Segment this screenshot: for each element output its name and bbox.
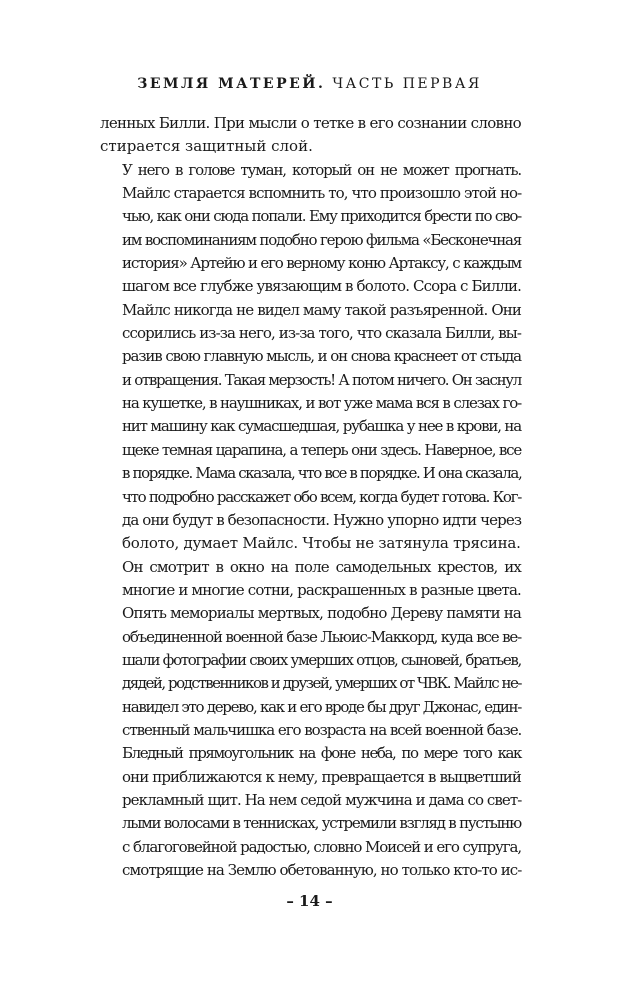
text-line: в порядке. Мама сказала, что все в порядке. И она сказала, xyxy=(122,464,522,483)
running-head-title: ЗЕМЛЯ МАТЕРЕЙ. xyxy=(137,76,326,92)
text-line: лыми волосами в теннисках, устремили взгляд в пустыню xyxy=(122,814,521,833)
text-line: объединенной военной базе Льюис-Маккорд, куда все ве- xyxy=(122,627,522,646)
text-line: да они будут в безопасности. Нужно упорно идти через xyxy=(122,510,522,529)
running-head-part: ЧАСТЬ ПЕРВАЯ xyxy=(332,76,482,92)
text-line: с благоговейной радостью, словно Моисей и его супруга, xyxy=(122,837,521,856)
text-line: на кушетке, в наушниках, и вот уже мама вся в слезах го- xyxy=(122,394,522,413)
text-line: ственный мальчишка его возраста на всей военной базе. xyxy=(122,720,522,739)
text-line: Он смотрит в окно на поле самодельных крестов, их xyxy=(122,557,521,576)
text-line: многие и многие сотни, раскрашенных в разные цвета. xyxy=(122,580,521,599)
text-line: дядей, родственников и друзей, умерших от ЧВК. Майлс не- xyxy=(122,674,521,693)
text-line: стирается защитный слой. xyxy=(100,137,313,156)
text-line: ленных Билли. При мысли о тетке в его сознании словно xyxy=(100,114,521,132)
text-line: навидел это дерево, как и его вроде бы друг Джонас, един- xyxy=(122,697,521,716)
text-line: Опять мемориалы мертвых, подобно Дереву памяти на xyxy=(122,604,521,623)
paragraph xyxy=(100,159,521,556)
paragraph xyxy=(100,112,521,159)
text-line: шали фотографии своих умерших отцов, сыновей, братьев, xyxy=(122,650,521,669)
text-line: они приближаются к нему, превращается в выцветший xyxy=(122,767,521,786)
page-number: – 14 – xyxy=(286,892,333,910)
text-line: Майлс никогда не видел маму такой разъяренной. Они xyxy=(122,300,522,319)
body-text xyxy=(100,112,521,882)
text-line: рекламный щит. На нем седой мужчина и дама со свет- xyxy=(122,790,522,809)
text-line: им воспоминаниям подобно герою фильма «Бесконечная xyxy=(122,230,522,249)
text-line: нит машину как сумасшедшая, рубашка у нее в крови, на xyxy=(122,417,521,436)
text-line: ссорились из-за него, из-за того, что сказала Билли, вы- xyxy=(122,324,521,343)
text-line: история» Артейю и его верному коню Артаксу, с каждым xyxy=(122,254,521,273)
text-line: шагом все глубже увязающим в болото. Ссора с Билли. xyxy=(122,277,521,296)
text-line: смотрящие на Землю обетованную, но только кто-то ис- xyxy=(122,861,522,879)
text-line: и отвращения. Такая мерзость! А потом ничего. Он заснул xyxy=(122,370,521,389)
paragraph xyxy=(100,742,521,882)
paragraph xyxy=(100,556,521,743)
text-line: болото, думает Майлс. Чтобы не затянула трясина. xyxy=(122,534,521,553)
text-line: чью, как они сюда попали. Ему приходится брести по сво- xyxy=(122,207,521,226)
text-line: Майлс старается вспомнить то, что произошло этой но- xyxy=(122,184,522,203)
text-line: щеке темная царапина, а теперь они здесь. Наверное, все xyxy=(122,440,522,459)
text-line: Бледный прямоугольник на фоне неба, по мере того как xyxy=(122,744,521,763)
text-line: У него в голове туман, который он не может прогнать. xyxy=(122,160,521,179)
text-line: разив свою главную мысль, и он снова краснеет от стыда xyxy=(122,347,521,366)
text-line: что подробно расскажет обо всем, когда будет готова. Ког- xyxy=(122,487,521,506)
running-head xyxy=(0,76,619,92)
